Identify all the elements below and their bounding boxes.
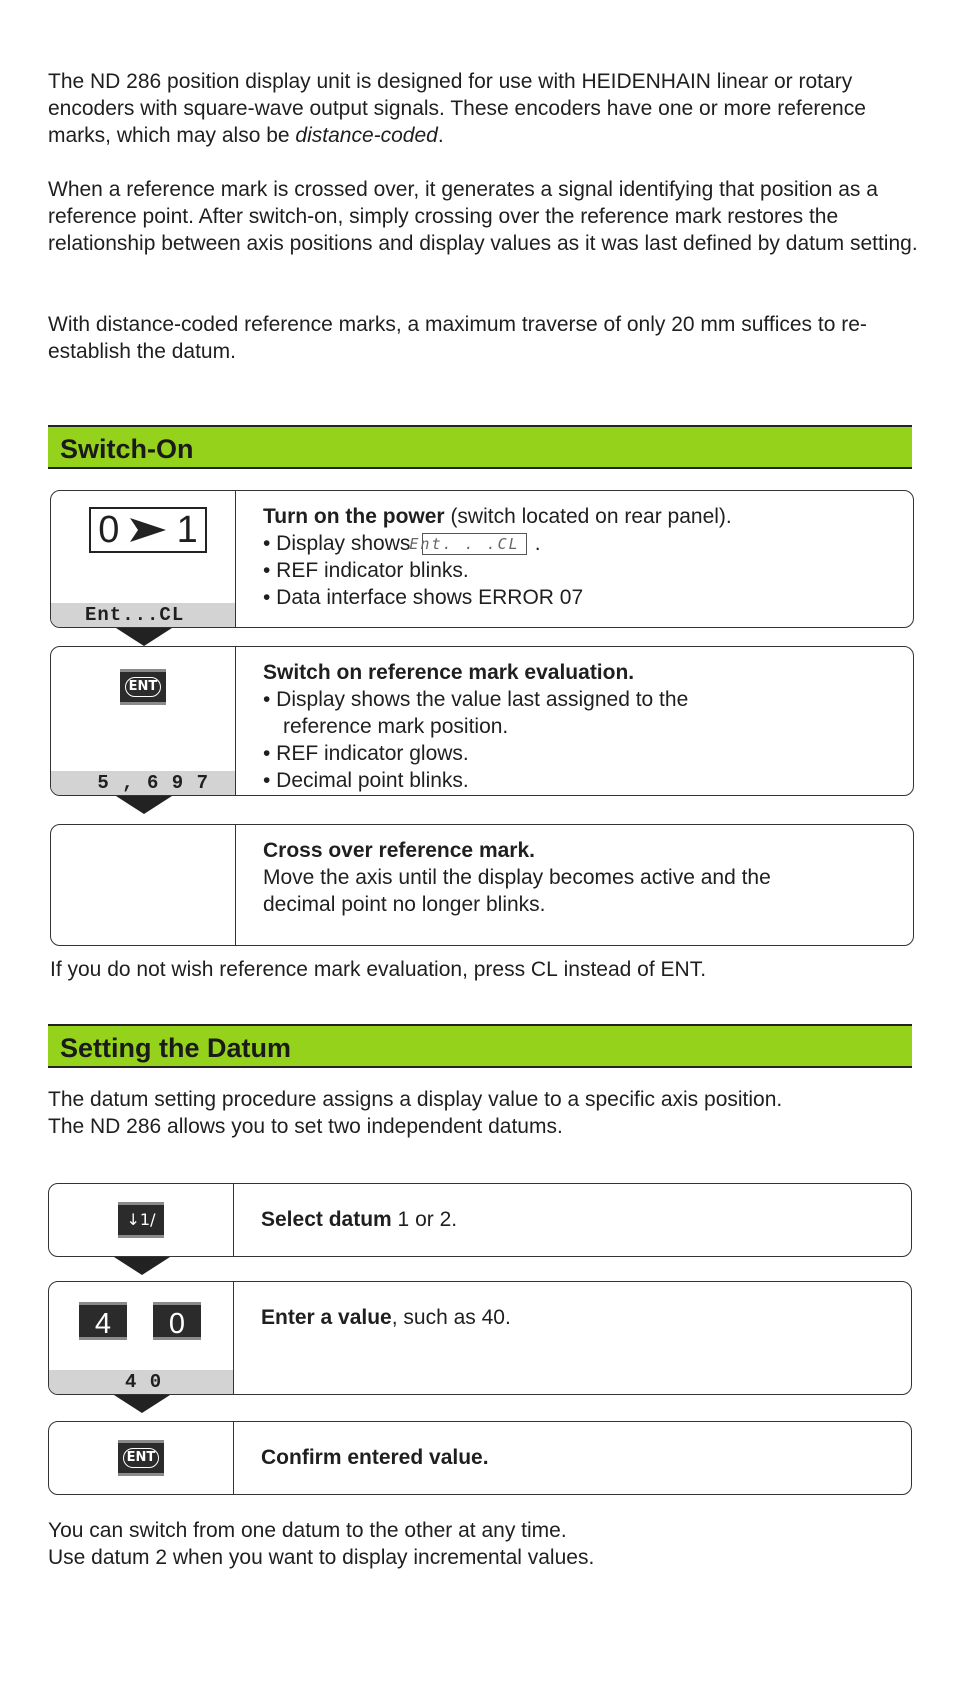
step-title: Confirm entered value. [261,1446,489,1469]
datum-intro-2: The ND 286 allows you to set two independent datums. [48,1115,563,1138]
step-cross-reference [50,824,914,946]
step-description [261,1206,895,1233]
intro-text: The ND 286 position display unit is designed for use with HEIDENHAIN linear or rotary encoders with square-wave output signals. These encoders have one or more reference marks, which may also be [48,70,866,147]
bullet-text: • Display shows [263,532,411,555]
step-turn-on-power [50,490,914,628]
step-icon-cell [49,1184,234,1259]
flow-arrow-icon [116,796,172,814]
ent-key-icon[interactable] [120,669,166,705]
ent-key-icon[interactable] [118,1440,164,1476]
bullet-display-value: • Display shows the value last assigned to the reference mark position. [263,688,689,738]
step-title: Cross over reference mark. [263,839,535,862]
step-title-rest: , such as 40. [391,1306,511,1329]
power-on-label: 1 [176,509,198,551]
intro-paragraph-3: With distance-coded reference marks, a maximum traverse of only 20 mm suffices to re-establish the datum. [48,313,867,363]
step-icon-cell [51,647,236,795]
digit-4-key[interactable]: 4 [79,1302,127,1340]
section-title: Setting the Datum [60,1033,292,1063]
step-title-note: (switch located on rear panel). [444,505,732,528]
step-title: Switch on reference mark evaluation. [263,661,635,684]
note-bold-not: not [136,958,166,981]
step-icon-cell [49,1422,234,1494]
ent-key-label: ENT [123,1448,160,1468]
flow-arrow-icon [116,628,172,646]
bullet-ref-blinks: • REF indicator blinks. [263,559,469,582]
bullet-decimal-blinks: • Decimal point blinks. [263,769,469,792]
datum-intro-1: The datum setting procedure assigns a display value to a specific axis position. [48,1088,783,1111]
lcd-readout: Ent. . .CL [422,533,526,555]
power-off-label: 0 [98,509,120,551]
ent-key-label: ENT [125,677,162,697]
bullet-display-shows [263,530,897,557]
arrow-right-icon [130,516,166,544]
step-title: Enter a value [261,1306,392,1329]
intro-emphasis: distance-coded [295,124,438,147]
switch-on-note [50,956,930,983]
datum-outro-2: Use datum 2 when you want to display incremental values. [48,1546,595,1569]
intro-paragraph-2: When a reference mark is crossed over, it generates a signal identifying that position as a reference point. After switch-on, simply crossing over the reference mark restores the relationship between axis positions and display values as it was last defined by datum setting. [48,178,918,255]
step-description [261,1444,895,1471]
datum-outro-1: You can switch from one datum to the other at any time. [48,1519,567,1542]
step-icon-cell [49,1282,234,1394]
section-header-datum [48,1024,912,1068]
step-title-rest: 1 or 2. [391,1208,458,1231]
power-switch-icon [89,507,207,553]
bullet-error: • Data interface shows ERROR 07 [263,586,584,609]
step-title: Turn on the power [263,505,445,528]
step-title: Select datum [261,1208,392,1231]
step-description [261,1304,895,1331]
step-description [263,837,897,918]
step-text: Move the axis until the display becomes active and the decimal point no longer blinks. [263,866,771,916]
intro-paragraph-1 [48,68,928,149]
flow-arrow-icon [114,1395,170,1413]
step-description [263,659,897,794]
digit-0-key[interactable]: 0 [153,1302,201,1340]
display-readout: Ent...CL [51,603,235,627]
step-reference-evaluation [50,646,914,796]
note-text: If you do [50,958,137,981]
note-text: instead of ENT. [557,958,707,981]
intro-text-end: . [437,124,444,147]
bullet-end: . [534,532,541,555]
step-enter-value [48,1281,912,1395]
step-description [263,503,897,611]
step-icon-cell [51,491,236,627]
note-text: wish reference mark evaluation, press [165,958,531,981]
datum-select-key-icon[interactable]: ↓1/↓2 [118,1202,164,1238]
flow-arrow-icon [114,1257,170,1275]
section-header-switch-on [48,425,912,469]
bullet-ref-glows: • REF indicator glows. [263,742,469,765]
step-select-datum [48,1183,912,1257]
step-confirm-value [48,1421,912,1495]
section-title: Switch-On [60,434,194,464]
step-icon-cell [51,825,236,945]
display-readout: 5 , 6 9 7 [51,771,235,795]
display-readout: 4 0 [49,1370,233,1394]
note-bold-cl: CL [530,958,558,981]
